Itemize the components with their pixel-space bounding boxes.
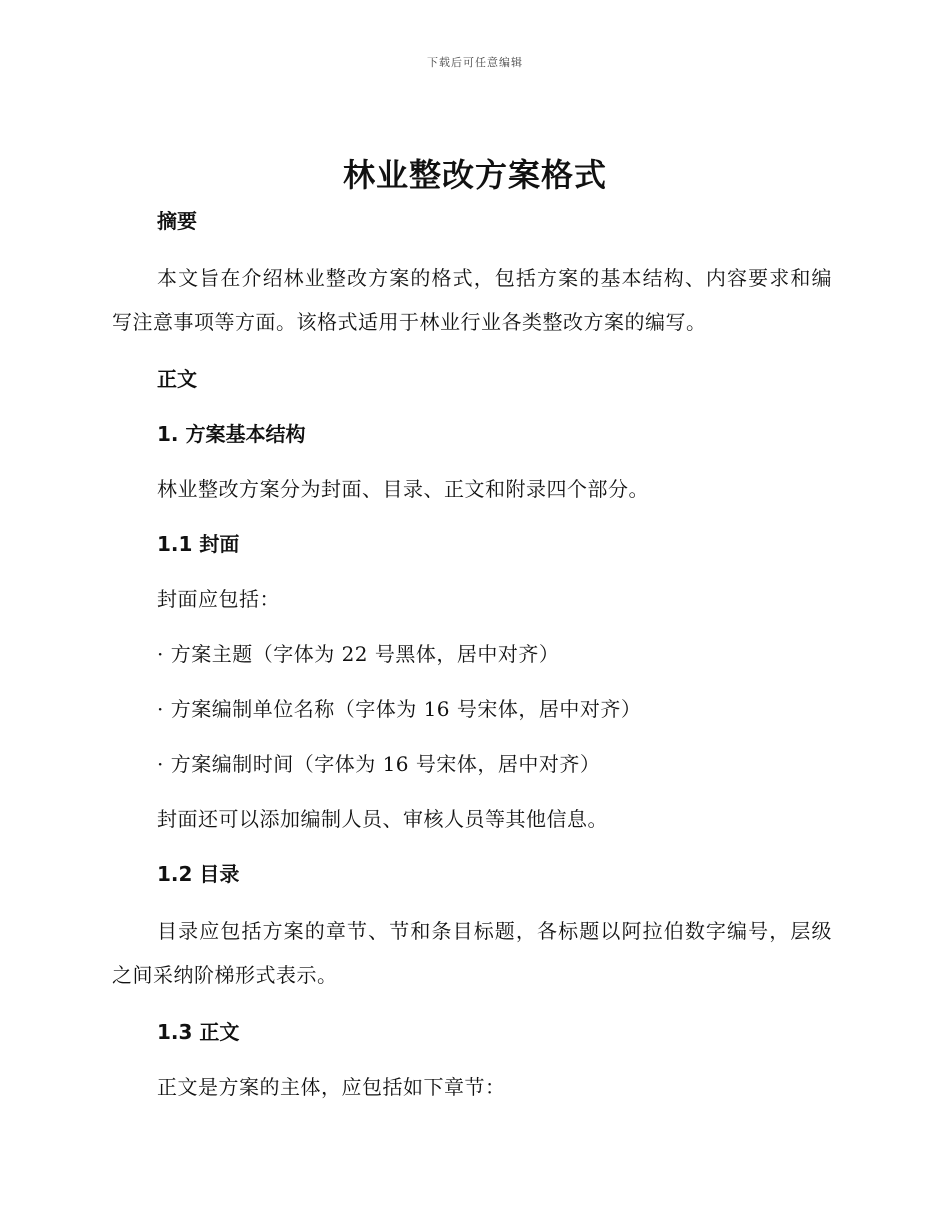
- page-header-note: 下载后可任意编辑: [427, 56, 523, 69]
- list-item: · 方案主题（字体为 22 号黑体，居中对齐）: [157, 642, 560, 666]
- abstract-paragraph: 本文旨在介绍林业整改方案的格式，包括方案的基本结构、内容要求和编写注意事项等方面。该格式适用于林业行业各类整改方案的编写。: [112, 266, 832, 334]
- section-1-heading: 1. 方案基本结构: [157, 422, 306, 446]
- document-content: [112, 206, 832, 1102]
- section-1-1-heading: 1.1 封面: [157, 532, 240, 556]
- section-1-2-paragraph: 目录应包括方案的章节、节和条目标题，各标题以阿拉伯数字编号，层级之间采纳阶梯形式表示。: [112, 919, 832, 987]
- section-1-2-heading: 1.2 目录: [157, 862, 240, 886]
- list-item: · 方案编制单位名称（字体为 16 号宋体，居中对齐）: [157, 697, 642, 721]
- document-title: 林业整改方案格式: [342, 156, 607, 194]
- body-heading: 正文: [157, 367, 197, 391]
- section-1-1-intro: 封面应包括：: [157, 587, 280, 611]
- section-1-3-heading: 1.3 正文: [157, 1020, 240, 1044]
- list-item: · 方案编制时间（字体为 16 号宋体，居中对齐）: [157, 752, 601, 776]
- abstract-heading: 摘要: [157, 209, 197, 233]
- section-1-paragraph: 林业整改方案分为封面、目录、正文和附录四个部分。: [157, 477, 649, 501]
- section-1-1-outro: 封面还可以添加编制人员、审核人员等其他信息。: [157, 807, 608, 831]
- section-1-3-paragraph: 正文是方案的主体，应包括如下章节：: [157, 1075, 506, 1099]
